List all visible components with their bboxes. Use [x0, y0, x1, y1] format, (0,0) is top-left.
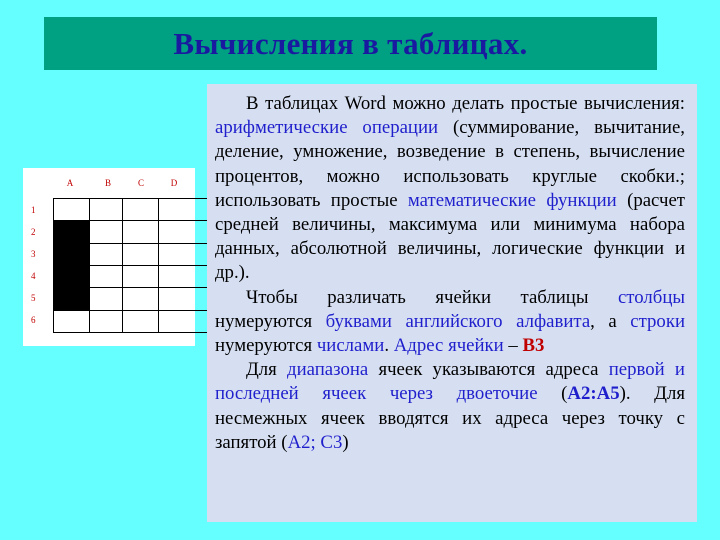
text-run: –	[503, 335, 523, 357]
cell-b4	[90, 265, 123, 287]
paragraph-cell-addressing	[215, 286, 685, 359]
column-header-a: A	[66, 178, 74, 188]
term-arithmetic-operations: арифметические операции	[215, 117, 439, 139]
spreadsheet-illustration	[23, 168, 195, 346]
cell-b6	[90, 310, 123, 332]
cell-c5	[123, 288, 159, 310]
example-address-b3: В3	[522, 335, 545, 357]
term-math-functions: математические функции	[407, 189, 617, 211]
text-run: ). Для несмежных ячеек вводятся их адреса через точку с запятой (	[215, 383, 685, 453]
text-run: , а	[590, 310, 631, 332]
text-run: В таблицах Word можно делать простые вычисления:	[246, 93, 685, 114]
term-rows: строки	[630, 310, 685, 332]
row-header-2: 2	[31, 227, 36, 237]
text-run: .	[384, 335, 394, 357]
example-cells-a2-c3: А2; С3	[287, 431, 343, 453]
title-bar	[44, 17, 657, 70]
table-row	[54, 243, 215, 265]
text-run: Для	[246, 359, 288, 381]
table-row	[54, 265, 215, 287]
cell-b2	[90, 221, 123, 243]
term-cell-address: Адрес ячейки	[393, 335, 504, 357]
cell-grid	[53, 198, 215, 333]
column-header-c: C	[137, 178, 144, 188]
text-run: нумеруются	[215, 310, 326, 332]
cell-a1	[54, 199, 90, 221]
term-range: диапазона	[287, 359, 369, 381]
row-header-1: 1	[31, 205, 36, 215]
table-row	[54, 221, 215, 243]
term-english-letters: буквами английского алфавита	[325, 310, 591, 332]
example-range-a2-a5: А2:А5	[567, 383, 620, 405]
cell-b3	[90, 243, 123, 265]
table-row	[54, 199, 215, 221]
table-row	[54, 288, 215, 310]
paragraph-ranges	[215, 358, 685, 455]
cell-a3-selected	[54, 243, 90, 265]
cell-c3	[123, 243, 159, 265]
cell-a6	[54, 310, 90, 332]
cell-c1	[123, 199, 159, 221]
row-header-3: 3	[31, 249, 36, 259]
slide-title: Вычисления в таблицах.	[173, 25, 528, 61]
row-header-6: 6	[31, 315, 36, 325]
term-columns: столбцы	[617, 286, 685, 308]
text-run: нумеруются	[215, 335, 317, 357]
cell-a2-selected	[54, 221, 90, 243]
cell-c4	[123, 265, 159, 287]
text-run: ячеек указываются адреса	[368, 359, 609, 381]
term-first-last-colon: первой и последней ячеек через двоеточие	[215, 359, 685, 405]
text-run: )	[342, 431, 349, 453]
text-panel	[207, 84, 697, 522]
column-header-d: D	[170, 178, 178, 188]
cell-b5	[90, 288, 123, 310]
text-run: (суммирование, вычитание, деление, умножение, возведение в степень, вычисление процентов, можно использовать круглые скобки.; использовать простые	[215, 117, 685, 211]
term-numbers: числами	[316, 335, 385, 357]
column-header-b: B	[104, 178, 111, 188]
table-row	[54, 310, 215, 332]
text-run: Чтобы различать ячейки таблицы	[246, 286, 618, 308]
text-run: (	[537, 383, 568, 405]
cell-c6	[123, 310, 159, 332]
cell-b1	[90, 199, 123, 221]
cell-a5-selected	[54, 288, 90, 310]
paragraph-calculations	[215, 92, 685, 286]
row-header-5: 5	[31, 293, 36, 303]
cell-a4-selected	[54, 265, 90, 287]
cell-c2	[123, 221, 159, 243]
text-run: (расчет средней величины, максимума или минимума набора данных, абсолютной величины, логические функции и др.).	[215, 189, 685, 284]
row-header-4: 4	[31, 271, 36, 281]
